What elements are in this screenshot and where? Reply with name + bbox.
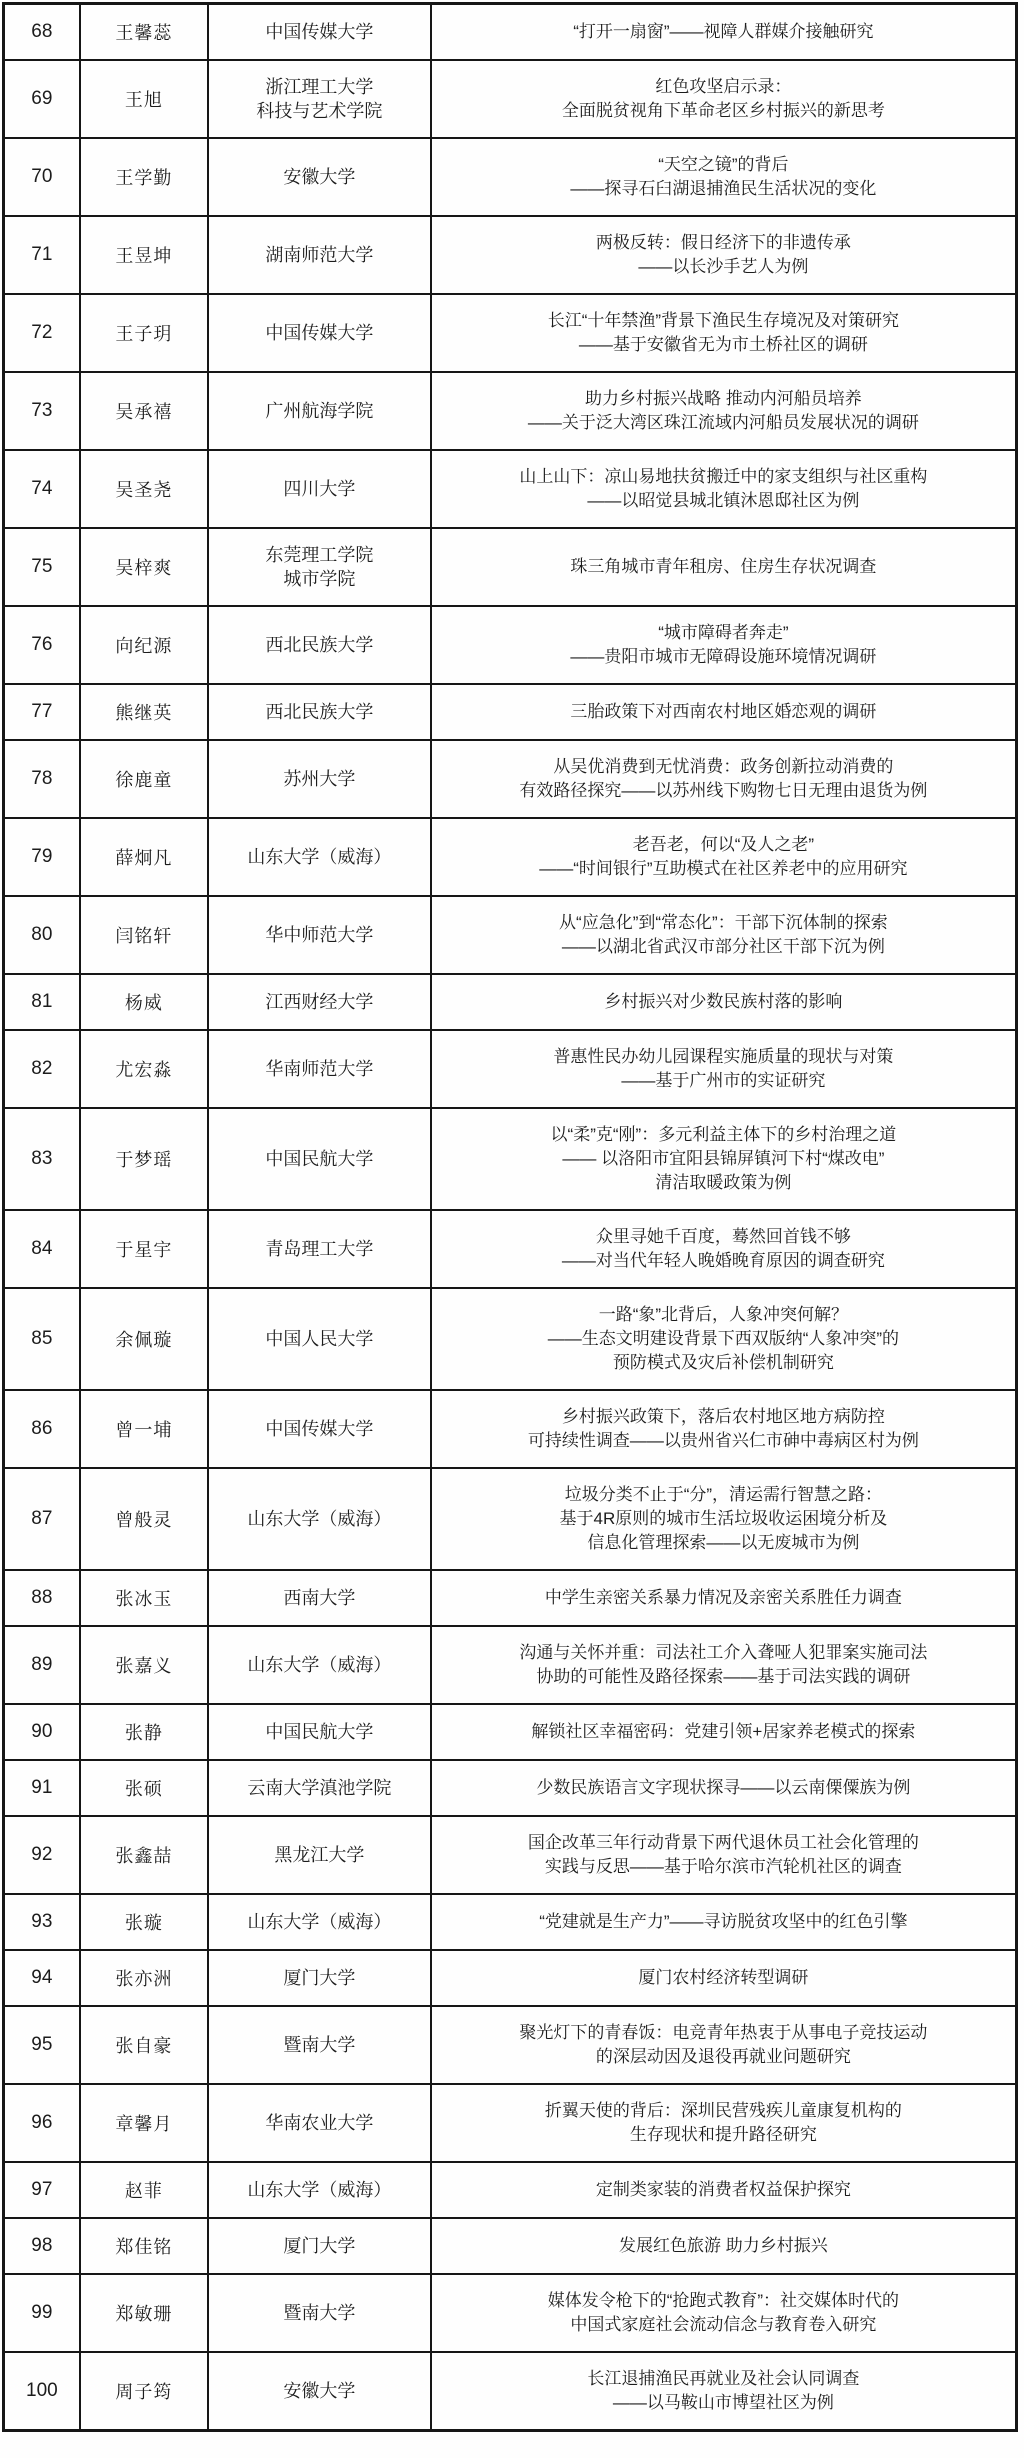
project-title-cell bbox=[431, 1390, 1017, 1468]
university-cell bbox=[208, 60, 431, 138]
student-name: 王馨蕊 bbox=[80, 4, 208, 61]
table-row bbox=[4, 896, 1017, 974]
row-number: 91 bbox=[4, 1760, 80, 1816]
project-title-line: 以“柔”克“刚”：多元利益主体下的乡村治理之道 bbox=[550, 1125, 897, 1144]
project-title-line: “打开一扇窗”——视障人群媒介接触研究 bbox=[573, 22, 874, 41]
student-name: 张鑫喆 bbox=[80, 1816, 208, 1894]
project-title-cell bbox=[431, 450, 1017, 528]
table-row bbox=[4, 2084, 1017, 2162]
table-row bbox=[4, 2352, 1017, 2431]
project-title-line: 从“应急化”到“常态化”：干部下沉体制的探索 bbox=[559, 913, 888, 932]
project-title-line: 乡村振兴对少数民族村落的影响 bbox=[604, 992, 843, 1011]
project-title-line: 沟通与关怀并重：司法社工介入聋哑人犯罪案实施司法 bbox=[519, 1643, 928, 1662]
student-name: 于星宇 bbox=[80, 1210, 208, 1288]
university-cell bbox=[208, 684, 431, 740]
university-cell bbox=[208, 818, 431, 896]
university-line: 华中师范大学 bbox=[265, 925, 374, 945]
university-line: 暨南大学 bbox=[283, 2303, 356, 2323]
university-cell bbox=[208, 740, 431, 818]
table-row bbox=[4, 4, 1017, 61]
student-name: 薛炯凡 bbox=[80, 818, 208, 896]
student-name: 张硕 bbox=[80, 1760, 208, 1816]
project-title-cell bbox=[431, 60, 1017, 138]
university-cell bbox=[208, 1760, 431, 1816]
row-number: 95 bbox=[4, 2006, 80, 2084]
project-title-line: 发展红色旅游 助力乡村振兴 bbox=[619, 2236, 828, 2255]
project-title-cell bbox=[431, 1816, 1017, 1894]
student-name: 徐鹿童 bbox=[80, 740, 208, 818]
university-line: 安徽大学 bbox=[283, 167, 356, 187]
project-title-line: 基于4R原则的城市生活垃圾收运困境分析及 bbox=[559, 1509, 888, 1528]
student-name: 曾般灵 bbox=[80, 1468, 208, 1570]
project-title-line: 乡村振兴政策下，落后农村地区地方病防控 bbox=[561, 1407, 885, 1426]
project-title-line: 定制类家装的消费者权益保护探究 bbox=[595, 2180, 851, 2199]
student-name: 吴梓爽 bbox=[80, 528, 208, 606]
project-title-line: ——以昭觉县城北镇沐恩邸社区为例 bbox=[587, 491, 860, 510]
project-title-line: “城市障碍者奔走” bbox=[658, 623, 789, 642]
project-title-cell bbox=[431, 1626, 1017, 1704]
row-number: 80 bbox=[4, 896, 80, 974]
project-title-cell bbox=[431, 1030, 1017, 1108]
project-title-line: 协助的可能性及路径探索——基于司法实践的调研 bbox=[536, 1667, 911, 1686]
table-row bbox=[4, 818, 1017, 896]
student-name: 赵菲 bbox=[80, 2162, 208, 2218]
row-number: 93 bbox=[4, 1894, 80, 1950]
project-title-line: 垃圾分类不止于“分”，清运需行智慧之路： bbox=[564, 1485, 883, 1504]
row-number: 83 bbox=[4, 1108, 80, 1210]
university-line: 科技与艺术学院 bbox=[256, 101, 383, 121]
table-row bbox=[4, 2274, 1017, 2352]
project-title-line: 解锁社区幸福密码：党建引领+居家养老模式的探索 bbox=[531, 1722, 916, 1741]
student-name: 张自豪 bbox=[80, 2006, 208, 2084]
university-cell bbox=[208, 294, 431, 372]
student-name: 张冰玉 bbox=[80, 1570, 208, 1626]
table-row bbox=[4, 1816, 1017, 1894]
project-title-cell bbox=[431, 216, 1017, 294]
student-name: 于梦瑶 bbox=[80, 1108, 208, 1210]
project-title-line: 有效路径探究——以苏州线下购物七日无理由退货为例 bbox=[519, 781, 928, 800]
university-cell bbox=[208, 1390, 431, 1468]
student-name: 张嘉义 bbox=[80, 1626, 208, 1704]
row-number: 72 bbox=[4, 294, 80, 372]
row-number: 90 bbox=[4, 1704, 80, 1760]
university-line: 厦门大学 bbox=[283, 2236, 356, 2256]
row-number: 81 bbox=[4, 974, 80, 1030]
table-row bbox=[4, 138, 1017, 216]
project-title-cell bbox=[431, 372, 1017, 450]
project-title-line: “天空之镜”的背后 bbox=[658, 155, 789, 174]
project-title-line: ——以湖北省武汉市部分社区干部下沉为例 bbox=[561, 937, 885, 956]
university-cell bbox=[208, 1894, 431, 1950]
university-cell bbox=[208, 216, 431, 294]
project-title-cell bbox=[431, 1704, 1017, 1760]
project-title-line: 信息化管理探索——以无废城市为例 bbox=[587, 1533, 860, 1552]
student-name: 杨威 bbox=[80, 974, 208, 1030]
row-number: 100 bbox=[4, 2352, 80, 2431]
project-title-line: ——基于安徽省无为市土桥社区的调研 bbox=[578, 335, 868, 354]
student-name: 余佩璇 bbox=[80, 1288, 208, 1390]
student-name: 尤宏淼 bbox=[80, 1030, 208, 1108]
university-line: 浙江理工大学 bbox=[265, 77, 374, 97]
student-name: 王子玥 bbox=[80, 294, 208, 372]
row-number: 82 bbox=[4, 1030, 80, 1108]
university-cell bbox=[208, 1704, 431, 1760]
project-title-line: ——关于泛大湾区珠江流域内河船员发展状况的调研 bbox=[527, 413, 919, 432]
project-title-cell bbox=[431, 2162, 1017, 2218]
project-title-cell bbox=[431, 1570, 1017, 1626]
project-title-cell bbox=[431, 4, 1017, 61]
university-line: 青岛理工大学 bbox=[265, 1239, 374, 1259]
university-cell bbox=[208, 1030, 431, 1108]
project-title-line: 长江退捕渔民再就业及社会认同调查 bbox=[587, 2369, 860, 2388]
project-title-line: 山上山下：凉山易地扶贫搬迁中的家支组织与社区重构 bbox=[519, 467, 928, 486]
table-row bbox=[4, 528, 1017, 606]
university-line: 云南大学滇池学院 bbox=[247, 1778, 392, 1798]
project-title-line: ——以长沙手艺人为例 bbox=[638, 257, 809, 276]
university-line: 城市学院 bbox=[283, 569, 356, 589]
student-name: 张亦洲 bbox=[80, 1950, 208, 2006]
project-title-line: 普惠性民办幼儿园课程实施质量的现状与对策 bbox=[553, 1047, 894, 1066]
student-name: 向纪源 bbox=[80, 606, 208, 684]
row-number: 79 bbox=[4, 818, 80, 896]
project-title-line: 媒体发令枪下的“抢跑式教育”：社交媒体时代的 bbox=[547, 2291, 900, 2310]
row-number: 73 bbox=[4, 372, 80, 450]
project-title-line: 从吴优消费到无忧消费：政务创新拉动消费的 bbox=[553, 757, 894, 776]
project-title-line: 国企改革三年行动背景下两代退休员工社会化管理的 bbox=[527, 1833, 919, 1852]
row-number: 69 bbox=[4, 60, 80, 138]
project-title-cell bbox=[431, 1288, 1017, 1390]
table-row bbox=[4, 1950, 1017, 2006]
project-title-cell bbox=[431, 740, 1017, 818]
university-cell bbox=[208, 2218, 431, 2274]
row-number: 88 bbox=[4, 1570, 80, 1626]
project-title-line: 珠三角城市青年租房、住房生存状况调查 bbox=[570, 557, 877, 576]
university-cell bbox=[208, 528, 431, 606]
project-title-line: ——贵阳市城市无障碍设施环境情况调研 bbox=[570, 647, 877, 666]
table-row bbox=[4, 1288, 1017, 1390]
university-cell bbox=[208, 896, 431, 974]
project-title-cell bbox=[431, 606, 1017, 684]
university-line: 东莞理工学院 bbox=[265, 545, 374, 565]
student-name: 吴承禧 bbox=[80, 372, 208, 450]
row-number: 96 bbox=[4, 2084, 80, 2162]
university-cell bbox=[208, 450, 431, 528]
project-title-line: 生存现状和提升路径研究 bbox=[629, 2125, 817, 2144]
student-name: 周子筠 bbox=[80, 2352, 208, 2431]
project-title-cell bbox=[431, 1760, 1017, 1816]
table-row bbox=[4, 1570, 1017, 1626]
project-title-line: 的深层动因及退役再就业问题研究 bbox=[595, 2047, 851, 2066]
student-name: 王昱坤 bbox=[80, 216, 208, 294]
table-row bbox=[4, 1894, 1017, 1950]
project-title-line: 长江“十年禁渔”背景下渔民生存境况及对策研究 bbox=[547, 311, 900, 330]
university-line: 江西财经大学 bbox=[265, 992, 374, 1012]
university-cell bbox=[208, 1626, 431, 1704]
university-cell bbox=[208, 974, 431, 1030]
project-title-cell bbox=[431, 1210, 1017, 1288]
university-line: 中国民航大学 bbox=[265, 1149, 374, 1169]
student-name: 熊继英 bbox=[80, 684, 208, 740]
row-number: 78 bbox=[4, 740, 80, 818]
student-name: 闫铭轩 bbox=[80, 896, 208, 974]
table-row bbox=[4, 740, 1017, 818]
project-title-cell bbox=[431, 1894, 1017, 1950]
university-cell bbox=[208, 2006, 431, 2084]
university-cell bbox=[208, 1468, 431, 1570]
project-title-line: 可持续性调查——以贵州省兴仁市砷中毒病区村为例 bbox=[527, 1431, 919, 1450]
university-cell bbox=[208, 1570, 431, 1626]
table-row bbox=[4, 974, 1017, 1030]
student-name: 张璇 bbox=[80, 1894, 208, 1950]
university-cell bbox=[208, 1210, 431, 1288]
student-project-table bbox=[2, 2, 1018, 2432]
project-title-line: ——对当代年轻人晚婚晚育原因的调查研究 bbox=[561, 1251, 885, 1270]
table-row bbox=[4, 294, 1017, 372]
row-number: 99 bbox=[4, 2274, 80, 2352]
project-title-line: 聚光灯下的青春饭：电竞青年热衷于从事电子竞技运动 bbox=[519, 2023, 928, 2042]
project-title-line: 中学生亲密关系暴力情况及亲密关系胜任力调查 bbox=[544, 1588, 902, 1607]
project-title-line: 中国式家庭社会流动信念与教育卷入研究 bbox=[570, 2315, 877, 2334]
project-title-line: “党建就是生产力”——寻访脱贫攻坚中的红色引擎 bbox=[539, 1912, 908, 1931]
project-title-line: 清洁取暖政策为例 bbox=[655, 1173, 792, 1192]
university-line: 中国传媒大学 bbox=[265, 323, 374, 343]
project-title-line: —— 以洛阳市宜阳县锦屏镇河下村“煤改电” bbox=[562, 1149, 885, 1168]
row-number: 85 bbox=[4, 1288, 80, 1390]
project-title-cell bbox=[431, 528, 1017, 606]
table-row bbox=[4, 1704, 1017, 1760]
table-row bbox=[4, 372, 1017, 450]
project-title-line: ——生态文明建设背景下西双版纳“人象冲突”的 bbox=[547, 1329, 900, 1348]
row-number: 84 bbox=[4, 1210, 80, 1288]
university-line: 华南农业大学 bbox=[265, 2113, 374, 2133]
university-line: 中国传媒大学 bbox=[265, 1419, 374, 1439]
student-name: 王旭 bbox=[80, 60, 208, 138]
university-line: 山东大学（威海） bbox=[247, 1509, 392, 1529]
project-title-cell bbox=[431, 294, 1017, 372]
university-line: 山东大学（威海） bbox=[247, 1655, 392, 1675]
row-number: 94 bbox=[4, 1950, 80, 2006]
project-title-cell bbox=[431, 818, 1017, 896]
table-row bbox=[4, 60, 1017, 138]
table-row bbox=[4, 450, 1017, 528]
table-row bbox=[4, 1760, 1017, 1816]
project-title-line: 实践与反思——基于哈尔滨市汽轮机社区的调查 bbox=[544, 1857, 902, 1876]
table-row bbox=[4, 1108, 1017, 1210]
row-number: 74 bbox=[4, 450, 80, 528]
university-line: 西南大学 bbox=[283, 1588, 356, 1608]
project-title-cell bbox=[431, 896, 1017, 974]
project-title-line: ——以马鞍山市博望社区为例 bbox=[612, 2393, 834, 2412]
project-title-line: ——“时间银行”互助模式在社区养老中的应用研究 bbox=[539, 859, 908, 878]
student-name: 张静 bbox=[80, 1704, 208, 1760]
university-cell bbox=[208, 1816, 431, 1894]
row-number: 86 bbox=[4, 1390, 80, 1468]
student-name: 章馨月 bbox=[80, 2084, 208, 2162]
project-title-line: 一路“象”北背后，人象冲突何解？ bbox=[598, 1305, 849, 1324]
university-cell bbox=[208, 1108, 431, 1210]
university-line: 西北民族大学 bbox=[265, 635, 374, 655]
university-cell bbox=[208, 606, 431, 684]
project-title-line: ——探寻石臼湖退捕渔民生活状况的变化 bbox=[570, 179, 877, 198]
university-line: 中国人民大学 bbox=[265, 1329, 374, 1349]
table-row bbox=[4, 684, 1017, 740]
row-number: 92 bbox=[4, 1816, 80, 1894]
project-title-cell bbox=[431, 138, 1017, 216]
row-number: 70 bbox=[4, 138, 80, 216]
row-number: 76 bbox=[4, 606, 80, 684]
student-name: 吴圣尧 bbox=[80, 450, 208, 528]
project-title-line: 两极反转：假日经济下的非遗传承 bbox=[595, 233, 851, 252]
university-line: 黑龙江大学 bbox=[274, 1845, 365, 1865]
student-name: 王学勤 bbox=[80, 138, 208, 216]
university-line: 中国传媒大学 bbox=[265, 22, 374, 42]
university-line: 中国民航大学 bbox=[265, 1722, 374, 1742]
university-line: 厦门大学 bbox=[283, 1968, 356, 1988]
project-title-cell bbox=[431, 684, 1017, 740]
table-row bbox=[4, 1468, 1017, 1570]
university-cell bbox=[208, 1950, 431, 2006]
project-title-line: ——基于广州市的实证研究 bbox=[621, 1071, 826, 1090]
project-title-line: 厦门农村经济转型调研 bbox=[638, 1968, 809, 1987]
university-line: 山东大学（威海） bbox=[247, 1912, 392, 1932]
row-number: 77 bbox=[4, 684, 80, 740]
project-title-cell bbox=[431, 2352, 1017, 2431]
university-cell bbox=[208, 2084, 431, 2162]
table-body bbox=[4, 4, 1017, 2431]
project-title-cell bbox=[431, 2218, 1017, 2274]
table-row bbox=[4, 1390, 1017, 1468]
student-name: 曾一埔 bbox=[80, 1390, 208, 1468]
project-title-cell bbox=[431, 1950, 1017, 2006]
university-line: 华南师范大学 bbox=[265, 1059, 374, 1079]
university-line: 西北民族大学 bbox=[265, 702, 374, 722]
row-number: 71 bbox=[4, 216, 80, 294]
project-title-line: 折翼天使的背后：深圳民营残疾儿童康复机构的 bbox=[544, 2101, 902, 2120]
table-row bbox=[4, 1030, 1017, 1108]
project-title-line: 预防模式及灾后补偿机制研究 bbox=[612, 1353, 834, 1372]
row-number: 87 bbox=[4, 1468, 80, 1570]
project-title-line: 众里寻她千百度，蓦然回首钱不够 bbox=[595, 1227, 851, 1246]
table-row bbox=[4, 2006, 1017, 2084]
row-number: 97 bbox=[4, 2162, 80, 2218]
university-line: 四川大学 bbox=[283, 479, 356, 499]
project-title-line: 老吾老，何以“及人之老” bbox=[632, 835, 815, 854]
project-title-cell bbox=[431, 2274, 1017, 2352]
university-line: 苏州大学 bbox=[283, 769, 356, 789]
project-title-cell bbox=[431, 1468, 1017, 1570]
row-number: 89 bbox=[4, 1626, 80, 1704]
project-title-line: 助力乡村振兴战略 推动内河船员培养 bbox=[585, 389, 862, 408]
university-line: 暨南大学 bbox=[283, 2035, 356, 2055]
row-number: 98 bbox=[4, 2218, 80, 2274]
university-line: 湖南师范大学 bbox=[265, 245, 374, 265]
project-title-line: 少数民族语言文字现状探寻——以云南傈僳族为例 bbox=[536, 1778, 911, 1797]
row-number: 75 bbox=[4, 528, 80, 606]
student-name: 郑敏珊 bbox=[80, 2274, 208, 2352]
project-title-cell bbox=[431, 974, 1017, 1030]
student-name: 郑佳铭 bbox=[80, 2218, 208, 2274]
table-row bbox=[4, 1210, 1017, 1288]
university-line: 广州航海学院 bbox=[265, 401, 374, 421]
table-row bbox=[4, 1626, 1017, 1704]
university-line: 安徽大学 bbox=[283, 2381, 356, 2401]
project-title-line: 红色攻坚启示录： bbox=[655, 77, 792, 96]
project-title-cell bbox=[431, 2006, 1017, 2084]
university-cell bbox=[208, 4, 431, 61]
university-line: 山东大学（威海） bbox=[247, 2180, 392, 2200]
table-row bbox=[4, 2218, 1017, 2274]
university-cell bbox=[208, 372, 431, 450]
project-title-cell bbox=[431, 1108, 1017, 1210]
project-title-cell bbox=[431, 2084, 1017, 2162]
university-cell bbox=[208, 2162, 431, 2218]
table-row bbox=[4, 606, 1017, 684]
project-title-line: 三胎政策下对西南农村地区婚恋观的调研 bbox=[570, 702, 877, 721]
project-title-line: 全面脱贫视角下革命老区乡村振兴的新思考 bbox=[561, 101, 885, 120]
table-row bbox=[4, 216, 1017, 294]
row-number: 68 bbox=[4, 4, 80, 61]
university-cell bbox=[208, 1288, 431, 1390]
table-row bbox=[4, 2162, 1017, 2218]
university-line: 山东大学（威海） bbox=[247, 847, 392, 867]
university-cell bbox=[208, 2352, 431, 2431]
university-cell bbox=[208, 138, 431, 216]
university-cell bbox=[208, 2274, 431, 2352]
